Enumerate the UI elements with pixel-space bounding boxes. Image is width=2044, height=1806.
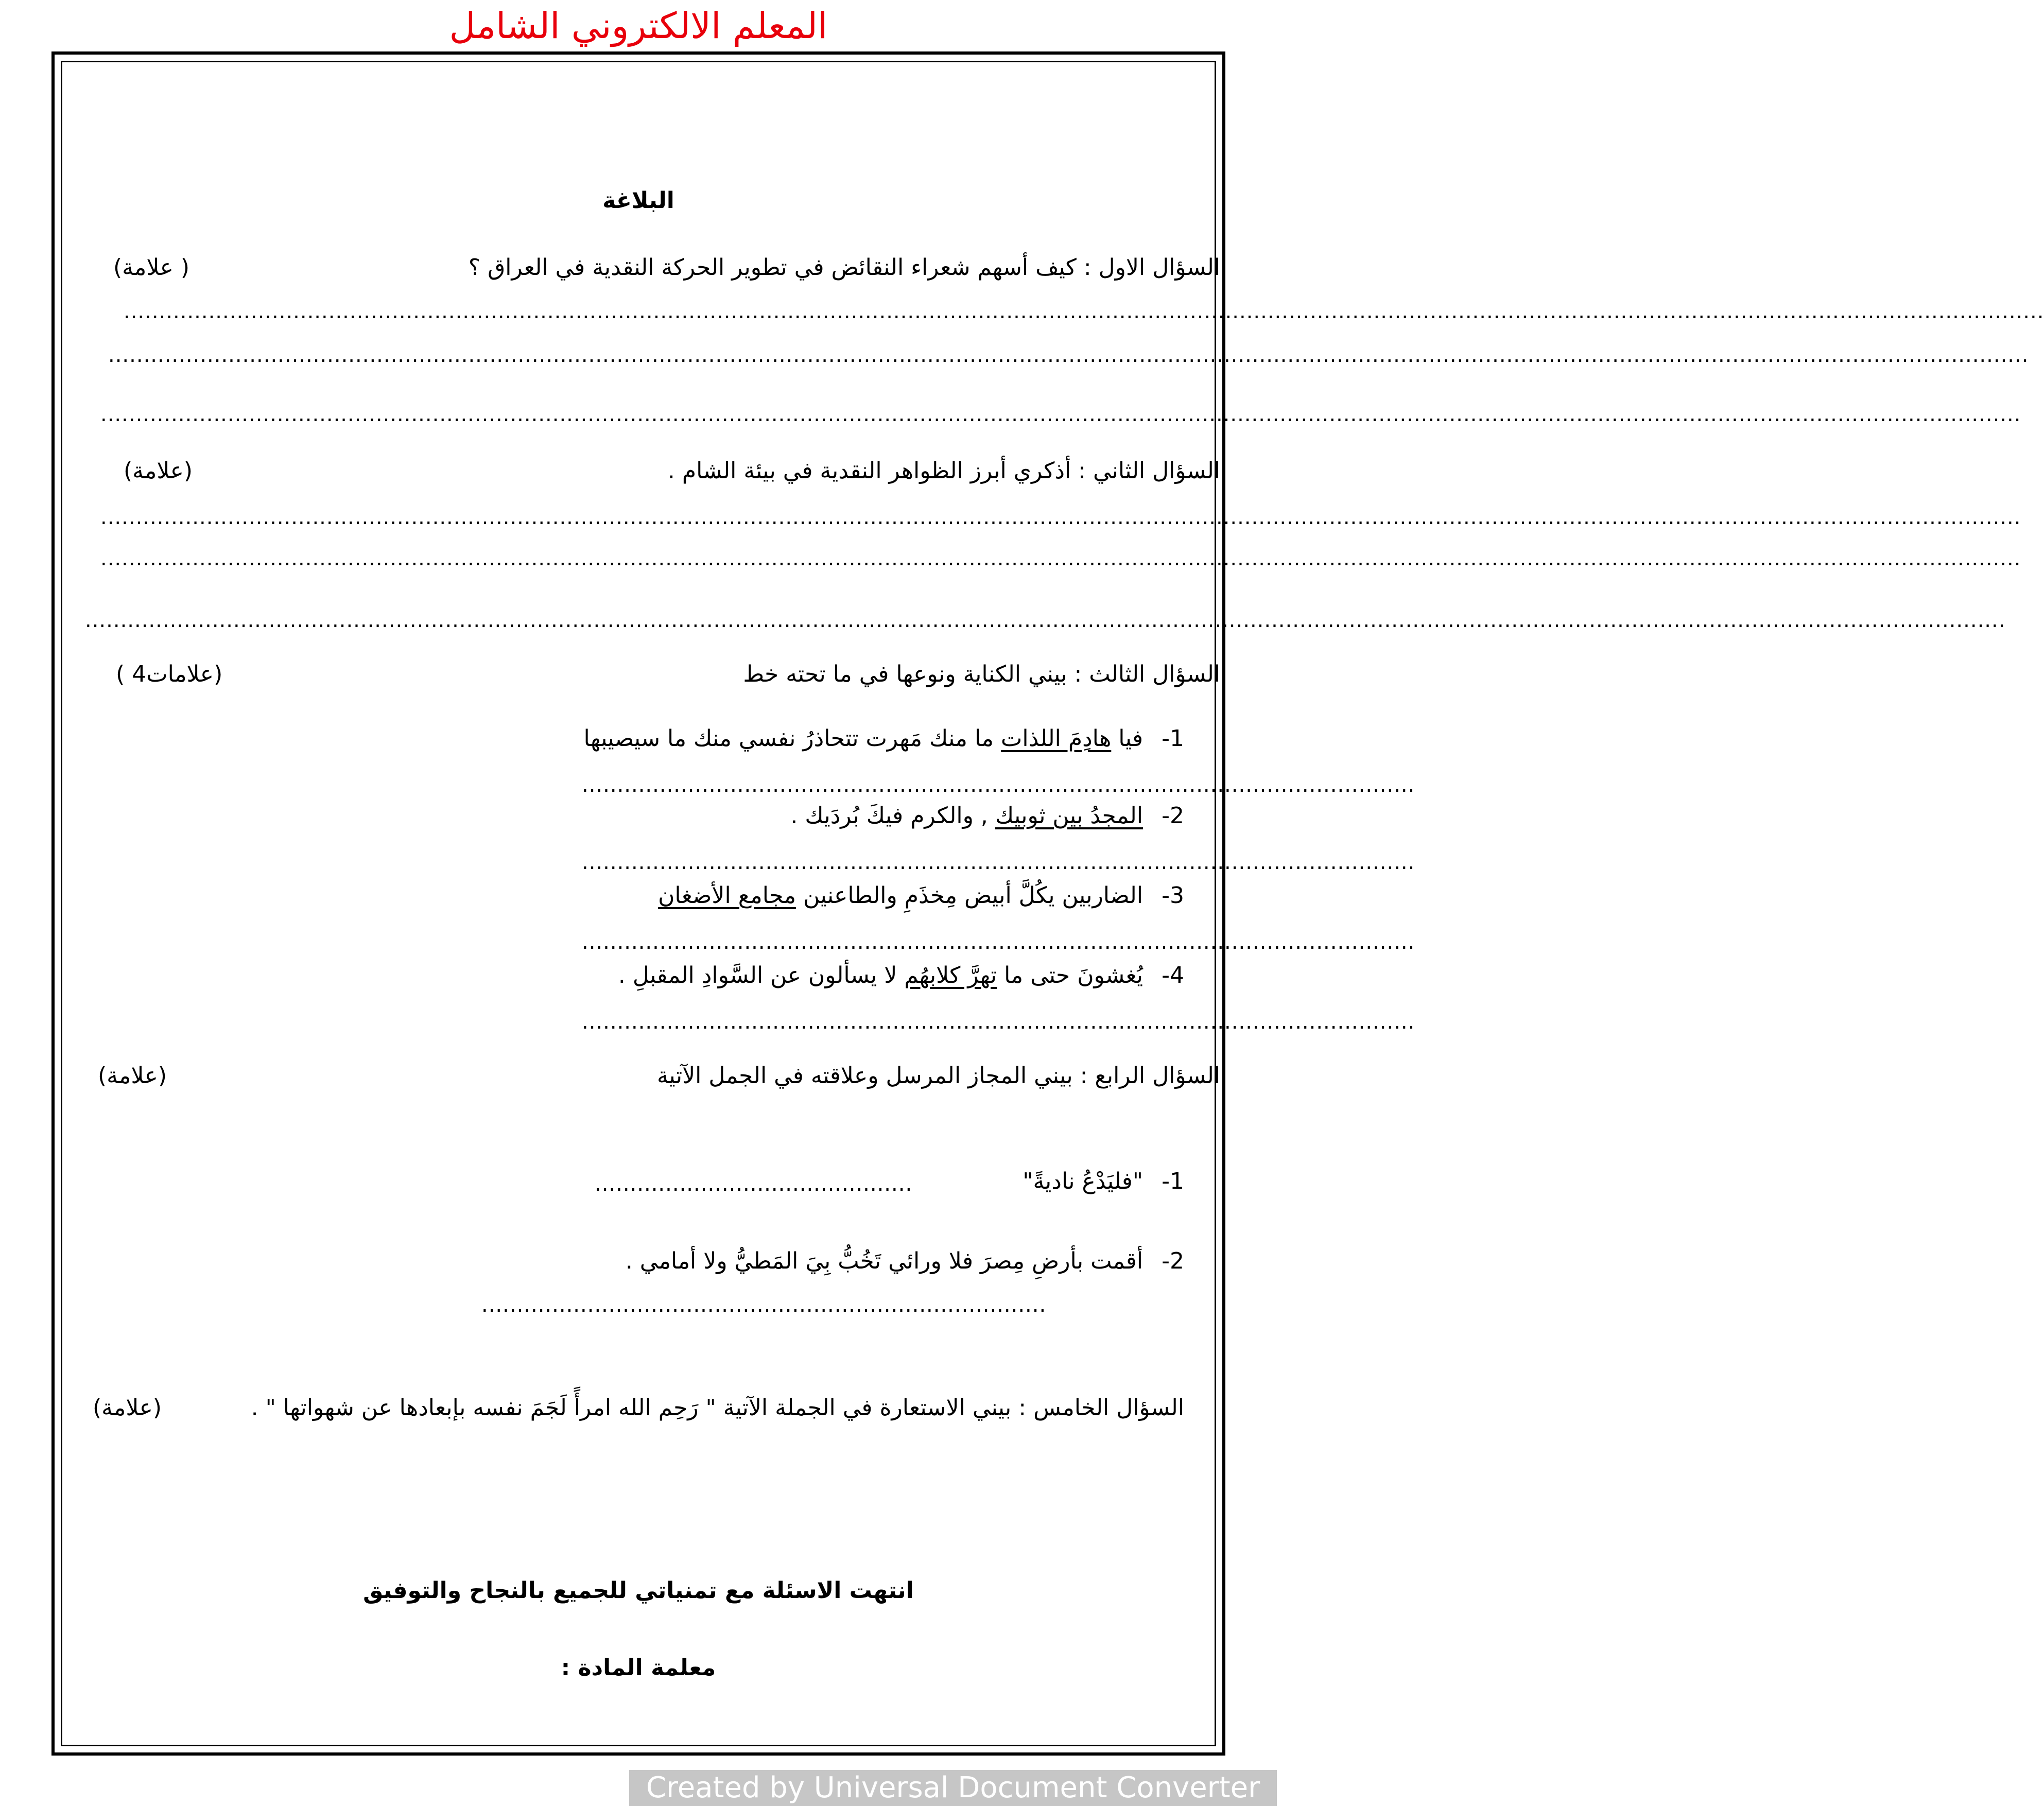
question-1-mark: (علامة ) <box>113 254 189 281</box>
question-4-item-1: "فليَدْعُ ناديةً" <box>1023 1168 1143 1194</box>
question-4-item-number: -1 <box>1162 1168 1184 1194</box>
answer-line[interactable]: ............................................. <box>595 1172 913 1196</box>
answer-line[interactable]: ................................................................................ <box>481 1293 1047 1317</box>
answer-line[interactable]: ................................................................................................................................................................................................................................................................................ <box>100 547 2021 570</box>
underlined-phrase: تهرَّ كلابهُم <box>904 962 997 988</box>
answer-line[interactable]: ...................................................................................................................... <box>582 1010 1415 1034</box>
question-2-text: السؤال الثاني : أذكري أبرز الظواهر النقدية في بيئة الشام . <box>667 458 1220 484</box>
question-5-text: السؤال الخامس : بيني الاستعارة في الجملة الآتية " رَحِم الله امرأً لَجَمَ نفسه بإبعادها عن شهواتها " . <box>251 1395 1184 1421</box>
answer-line[interactable]: ................................................................................................................................................................................................................................................................................ <box>100 403 2021 426</box>
question-1-text: السؤال الاول : كيف أسهم شعراء النقائض في تطوير الحركة النقدية في العراق ؟ <box>468 254 1220 281</box>
question-3-mark: ( 4علامات) <box>116 661 223 687</box>
answer-line[interactable]: ................................................................................................................................................................................................................................................................................ <box>85 609 2006 632</box>
teacher-signature-label: معلمة المادة : <box>561 1655 716 1681</box>
question-3-item-3: الضاربين يكُلَّ أبيض مِخذَمِ والطاعنين مجامع الأضغان <box>658 882 1143 909</box>
answer-line[interactable]: ...................................................................................................................... <box>582 930 1415 954</box>
answer-line[interactable]: ...................................................................................................................... <box>582 773 1415 797</box>
underlined-phrase: مجامع الأضغان <box>658 882 796 909</box>
question-4-mark: (علامة) <box>98 1063 167 1089</box>
answer-line[interactable]: ...................................................................................................................... <box>582 850 1415 874</box>
underlined-phrase: المجدُ بين ثوبيك <box>995 803 1143 829</box>
question-4-item-2: أقمت بأرضِ مِصرَ فلا ورائي تَخُبُّ بِيَ المَطيُّ ولا أمامي . <box>625 1248 1143 1274</box>
question-3-text: السؤال الثالث : بيني الكناية ونوعها في ما تحته خط <box>743 661 1220 687</box>
question-4-item-number: -2 <box>1162 1248 1184 1274</box>
question-3-item-2: المجدُ بين ثوبيك , والكرم فيكَ بُردَيك . <box>790 803 1143 829</box>
closing-message: انتهت الاسئلة مع تمنياتي للجميع بالنجاح والتوفيق <box>363 1577 914 1604</box>
question-3-item-number: -4 <box>1162 962 1184 988</box>
question-3-item-number: -3 <box>1162 882 1184 909</box>
question-3-item-number: -2 <box>1162 803 1184 829</box>
question-3-item-1: فيا هادِمَ اللذات ما منك مَهرت تتحاذرُ نفسي منك ما سيصيبها <box>583 725 1143 752</box>
underlined-phrase: هادِمَ اللذات <box>1000 725 1112 752</box>
question-3-item-4: يُغشونَ حتى ما تهرَّ كلابهُم لا يسألون عن السَّوادِ المقبلِ . <box>618 962 1143 988</box>
answer-line[interactable]: ................................................................................................................................................................................................................................................................................ <box>124 300 2044 323</box>
question-5-mark: (علامة) <box>93 1395 162 1421</box>
watermark: Created by Universal Document Converter <box>629 1770 1277 1806</box>
answer-line[interactable]: ................................................................................................................................................................................................................................................................................ <box>108 343 2029 367</box>
question-3-item-number: -1 <box>1162 725 1184 752</box>
section-title: البلاغة <box>602 187 674 214</box>
page-header-title: المعلم الالكتروني الشامل <box>449 5 828 47</box>
question-2-mark: (علامة) <box>124 458 193 484</box>
question-4-text: السؤال الرابع : بيني المجاز المرسل وعلاقته في الجمل الآتية <box>656 1063 1220 1089</box>
answer-line[interactable]: ................................................................................................................................................................................................................................................................................ <box>100 506 2021 529</box>
